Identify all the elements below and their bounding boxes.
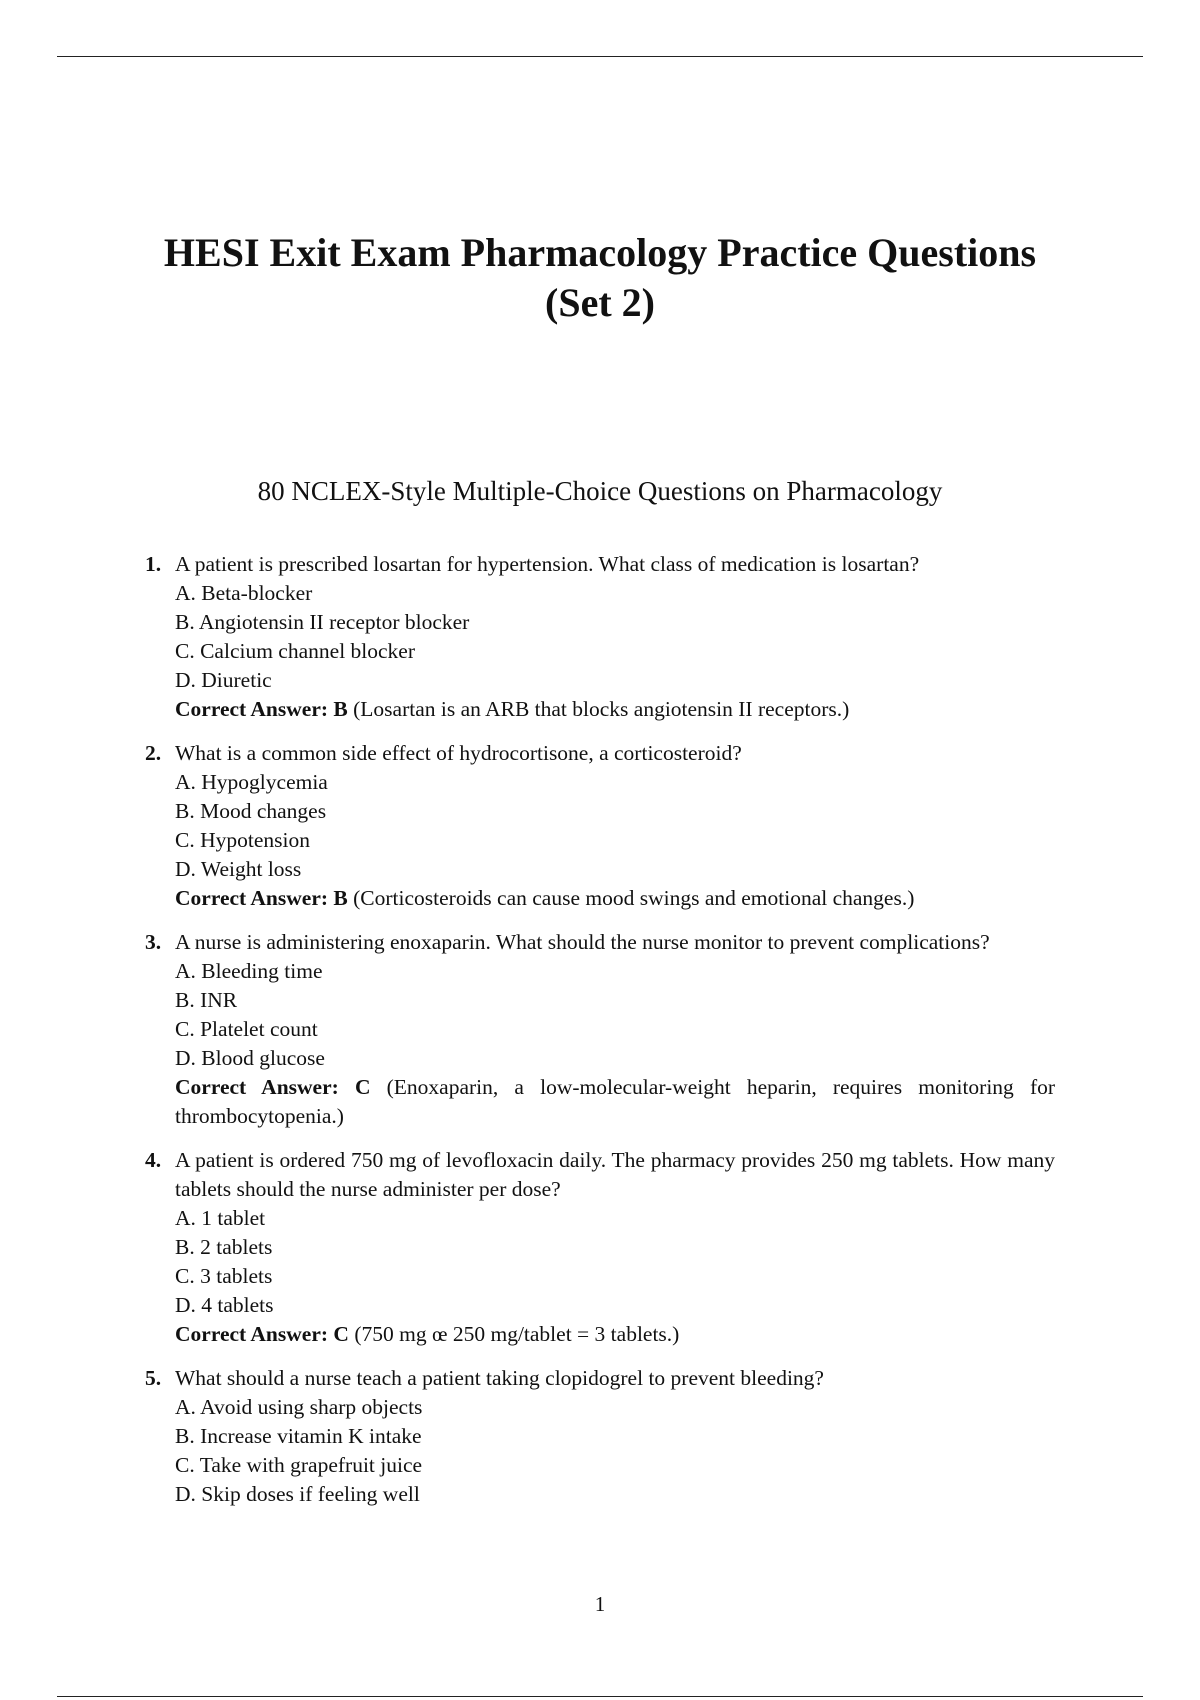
answer-note: (Losartan is an ARB that blocks angiotensin II receptors.): [353, 697, 850, 721]
correct-answer: [175, 1073, 1055, 1131]
correct-answer: [175, 1320, 1055, 1349]
question-number: 1.: [145, 552, 162, 576]
question-2: [145, 739, 1055, 913]
question-text: A patient is ordered 750 mg of levofloxacin daily. The pharmacy provides 250 mg tablets. How many tablets should the nurse administer per dose?: [175, 1148, 1055, 1201]
question-number: 4.: [145, 1148, 162, 1172]
question-number: 5.: [145, 1366, 162, 1390]
option-b: B. Increase vitamin K intake: [175, 1424, 422, 1448]
option-d: D. Blood glucose: [175, 1046, 325, 1070]
question-text: What should a nurse teach a patient taking clopidogrel to prevent bleeding?: [175, 1366, 824, 1390]
answer-label: Correct Answer: B: [175, 697, 348, 721]
top-rule: [57, 56, 1143, 57]
answer-note: (Corticosteroids can cause mood swings and emotional changes.): [353, 886, 915, 910]
answer-label: Correct Answer: B: [175, 886, 348, 910]
option-a: A. Beta-blocker: [175, 581, 313, 605]
question-text: What is a common side effect of hydrocortisone, a corticosteroid?: [175, 741, 742, 765]
question-5: [145, 1364, 1055, 1509]
title-line-1: HESI Exit Exam Pharmacology Practice Questions: [163, 230, 1037, 275]
question-text: A nurse is administering enoxaparin. What should the nurse monitor to prevent complications?: [175, 930, 990, 954]
title-line-2: (Set 2): [545, 280, 655, 325]
question-number: 3.: [145, 930, 162, 954]
option-a: A. Bleeding time: [175, 959, 323, 983]
answer-note: (Enoxaparin, a low-molecular-weight heparin, requires monitoring for thrombocytopenia.): [175, 1075, 1056, 1128]
option-a: A. Avoid using sharp objects: [175, 1395, 423, 1419]
option-c: C. 3 tablets: [175, 1264, 273, 1288]
question-list: [145, 550, 1055, 1524]
option-c: C. Calcium channel blocker: [175, 639, 416, 663]
option-d: D. Diuretic: [175, 668, 272, 692]
option-c: C. Platelet count: [175, 1017, 318, 1041]
option-c: C. Take with grapefruit juice: [175, 1453, 423, 1477]
bottom-rule: [57, 1696, 1143, 1697]
option-d: D. 4 tablets: [175, 1293, 274, 1317]
document-subtitle: 80 NCLEX-Style Multiple-Choice Questions on Pharmacology: [257, 476, 943, 506]
page-number: 1: [594, 1592, 606, 1616]
option-d: D. Skip doses if feeling well: [175, 1482, 420, 1506]
option-b: B. Angiotensin II receptor blocker: [175, 610, 470, 634]
question-number: 2.: [145, 741, 162, 765]
option-a: A. 1 tablet: [175, 1206, 266, 1230]
correct-answer: [175, 695, 1055, 724]
answer-label: Correct Answer: C: [175, 1075, 371, 1099]
question-4: [145, 1146, 1055, 1349]
option-b: B. 2 tablets: [175, 1235, 273, 1259]
option-a: A. Hypoglycemia: [175, 770, 328, 794]
option-b: B. INR: [175, 988, 238, 1012]
answer-label: Correct Answer: C: [175, 1322, 349, 1346]
correct-answer: [175, 884, 1055, 913]
answer-note: (750 mg œ 250 mg/tablet = 3 tablets.): [354, 1322, 680, 1346]
option-c: C. Hypotension: [175, 828, 310, 852]
document-title: [0, 228, 1200, 328]
question-3: [145, 928, 1055, 1131]
question-text: A patient is prescribed losartan for hypertension. What class of medication is losartan?: [175, 552, 920, 576]
question-1: [145, 550, 1055, 724]
option-b: B. Mood changes: [175, 799, 327, 823]
option-d: D. Weight loss: [175, 857, 302, 881]
